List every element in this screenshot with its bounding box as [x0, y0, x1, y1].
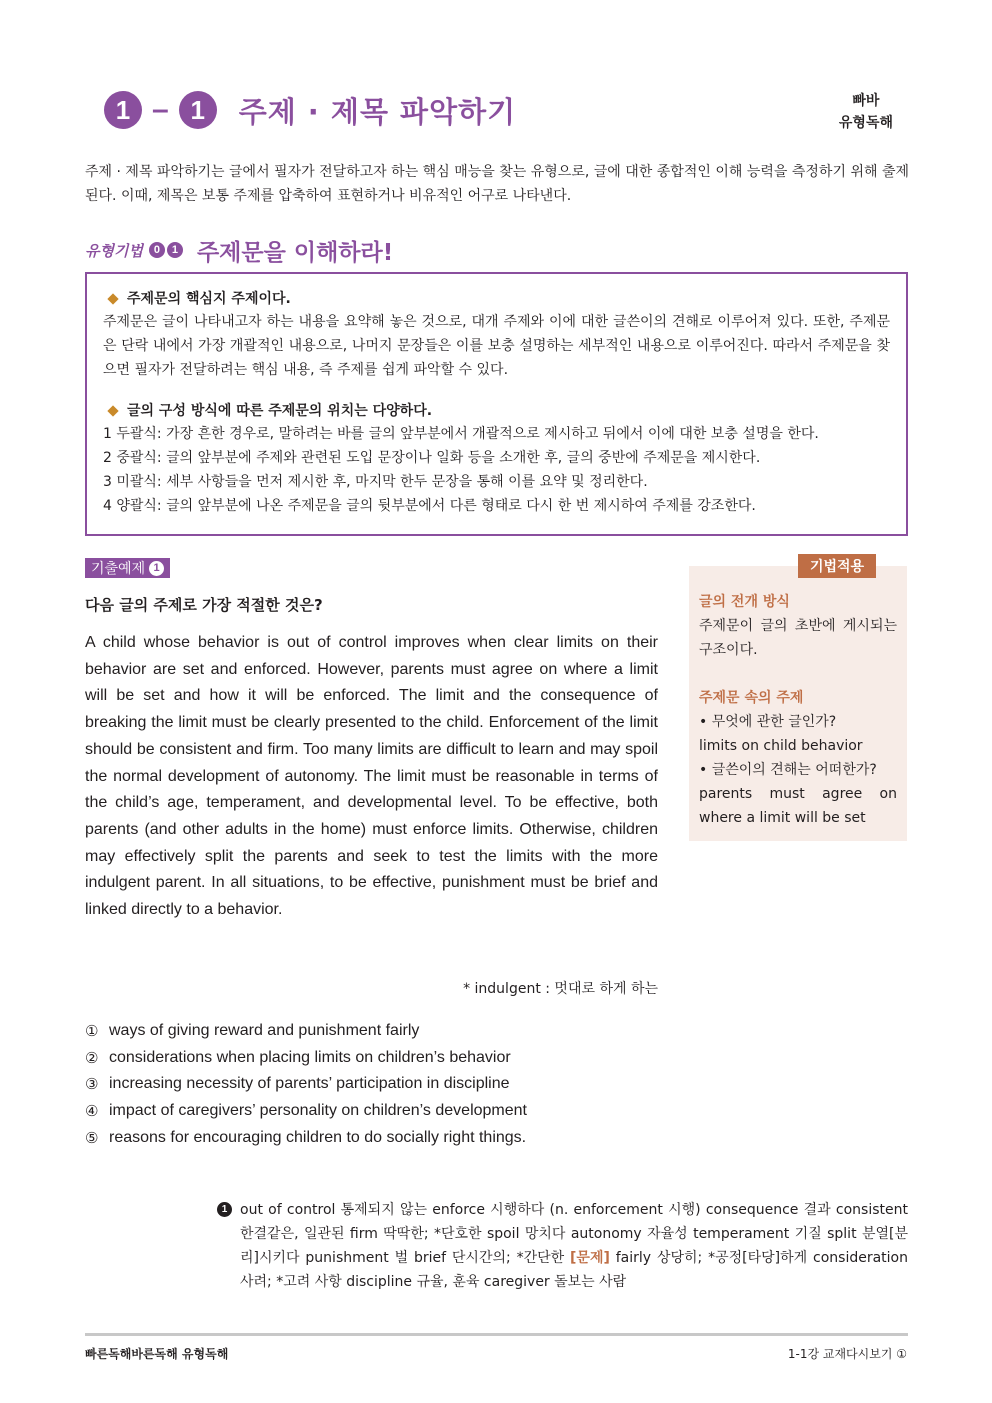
sidebar-heading-2: 주제문 속의 주제 — [699, 690, 804, 706]
sidebar-line: • 글쓴이의 견해는 어떠한가? — [699, 762, 877, 778]
list-item: 1 두괄식: 가장 흔한 경우로, 말하려는 바를 글의 앞부분에서 개괄적으로 제시하고 뒤에서 이에 대한 보충 설명을 한다. — [103, 426, 819, 442]
tip-subheading-2 — [103, 400, 890, 422]
answer-choice-5[interactable] — [85, 1125, 527, 1152]
choice-text: reasons for encouraging children to do socially right things. — [109, 1128, 527, 1146]
reading-passage: A child whose behavior is out of control improves when clear limits on their behavior are set and enforced. However, parents must agree on where a limit will be set and how it will be enforced. The limit and the consequence of breaking the limit must be clearly presented to the child. Enforcement of the limit should be consistent and firm. Too many limits are difficult to learn and may spoil the normal development of autonomy. The limit must be reasonable in terms of the child’s age, temperament, and developmental level. To be effective, both parents (and other adults in the home) must enforce limits. Otherwise, children may effectively split the parents and seek to test the limits with the more indulgent parent. In all situations, to be effective, punishment must be brief and linked directly to a behavior. — [85, 634, 658, 919]
answer-choices — [85, 1018, 527, 1151]
section-header — [104, 88, 516, 132]
sidebar-text-1: 주제문이 글의 초반에 게시되는 구조이다. — [699, 618, 897, 658]
technique-tag: 기법적용 — [798, 554, 876, 578]
tip-number — [149, 242, 185, 258]
list-item: 4 양괄식: 글의 앞부분에 나온 주제문을 글의 뒷부분에서 다른 형태로 다시 한 번 제시하여 주제를 강조한다. — [103, 498, 756, 514]
choice-text: impact of caregivers’ personality on children’s development — [109, 1102, 527, 1120]
choice-text: increasing necessity of parents’ participation in discipline — [109, 1075, 510, 1093]
book-label-line1: 빠바 — [852, 93, 880, 109]
choice-text: ways of giving reward and punishment fairly — [109, 1022, 420, 1039]
example-tag-number: 1 — [149, 561, 164, 576]
book-label-line2: 유형독해 — [838, 115, 893, 131]
list-item: 2 중괄식: 글의 앞부분에 주제와 관련된 도입 문장이나 일화 등을 소개한 후, 글의 중반에 주제문을 제시한다. — [103, 450, 761, 466]
tip-heading — [85, 234, 393, 266]
tip-box — [85, 272, 908, 536]
intro-paragraph: 주제 · 제목 파악하기는 글에서 필자가 전달하고자 하는 핵심 매능을 찾는 유형으로, 글에 대한 종합적인 이해 능력을 측정하기 위해 출제된다. 이때, 제목은 보통 주제를 압축하여 표현하거나 비유적인 어구로 나타낸다. — [85, 164, 909, 204]
book-label — [839, 90, 893, 134]
section-dash: – — [152, 93, 169, 126]
sidebar-line: • 무엇에 관한 글인가? — [699, 714, 837, 730]
vocabulary-text — [240, 1198, 908, 1294]
list-item: 3 미괄식: 세부 사항들을 먼저 제시한 후, 마지막 한두 문장을 통해 이를 요약 및 정리한다. — [103, 474, 648, 490]
sidebar-line: parents must agree on where a limit will be set — [699, 786, 897, 826]
choice-number: ③ — [85, 1075, 99, 1094]
tip-paragraph: 주제문은 글이 나타내고자 하는 내용을 요약해 놓은 것으로, 대개 주제와 이에 대한 글쓴이의 견해로 이루어져 있다. 또한, 주제문은 단락 내에서 가장 개괄적인 내용으로, 나머지 문장들은 이를 보충 설명하는 세부적인 내용으로 이루어진다. 따라서 주제문을 찾으면 필자가 전달하려는 핵심 내용, 즉 주제를 쉽게 파악할 수 있다. — [103, 314, 890, 378]
answer-choice-4[interactable] — [85, 1098, 527, 1125]
vocab-problem-tag: [문제] — [570, 1250, 610, 1266]
answer-choice-2[interactable] — [85, 1045, 527, 1072]
choice-number: ② — [85, 1048, 99, 1067]
tip-subheading-1 — [103, 288, 890, 310]
section-number-2: 1 — [179, 91, 217, 129]
answer-choice-3[interactable] — [85, 1071, 527, 1098]
vocab-number-icon: 1 — [217, 1202, 232, 1217]
tip-subheading-1-text: 주제문의 핵심지 주제이다. — [127, 291, 291, 307]
vocab-text-b: fairly 상당히; *공정[타당]하게 consideration 사려; *고려 사항 discipline 규율, 훈육 caregiver 돌보는 사람 — [240, 1250, 908, 1290]
choice-text: considerations when placing limits on children’s behavior — [109, 1048, 511, 1066]
footer-book-title: 빠른독해바른독해 유형독해 — [85, 1347, 229, 1361]
technique-sidebar — [689, 566, 907, 841]
example-tag-label: 기출예제 — [91, 561, 146, 577]
diamond-bullet-icon — [107, 293, 118, 304]
tip-number-digit-1: 0 — [149, 242, 165, 258]
choice-number: ④ — [85, 1102, 99, 1121]
example-tag — [85, 558, 170, 578]
question-text: 다음 글의 주제로 가장 적절한 것은? — [85, 596, 323, 614]
answer-choice-1[interactable] — [85, 1018, 527, 1045]
tip-subheading-2-text: 글의 구성 방식에 따른 주제문의 위치는 다양하다. — [127, 403, 433, 419]
footer-divider — [85, 1333, 908, 1336]
sidebar-heading-1: 글의 전개 방식 — [699, 594, 790, 610]
footer-page-label: 1-1강 교재다시보기 ① — [787, 1347, 907, 1361]
sidebar-line: limits on child behavior — [699, 738, 863, 754]
vocab-text-a: out of control 통제되지 않는 enforce 시행하다 (n. enforcement 시행) consequence 결과 consistent 한결같은, 일관된 firm 딱딱한; *단호한 spoil 망치다 autonomy 자율성 temperament 기질 split 분열[분리]시키다 punishment 벌 brief 단시간의; *간단한 — [240, 1202, 908, 1266]
choice-number: ⑤ — [85, 1128, 99, 1147]
passage-footnote: * indulgent : 멋대로 하게 하는 — [463, 981, 658, 997]
diamond-bullet-icon — [107, 405, 118, 416]
section-number-1: 1 — [104, 91, 142, 129]
tip-number-digit-2: 1 — [167, 242, 183, 258]
tip-title: 주제문을 이해하라! — [196, 239, 394, 266]
tip-label: 유형기법 — [85, 241, 143, 260]
vocabulary-notes — [217, 1198, 908, 1294]
choice-number: ① — [85, 1022, 99, 1040]
page-title: 주제 · 제목 파악하기 — [238, 94, 517, 129]
